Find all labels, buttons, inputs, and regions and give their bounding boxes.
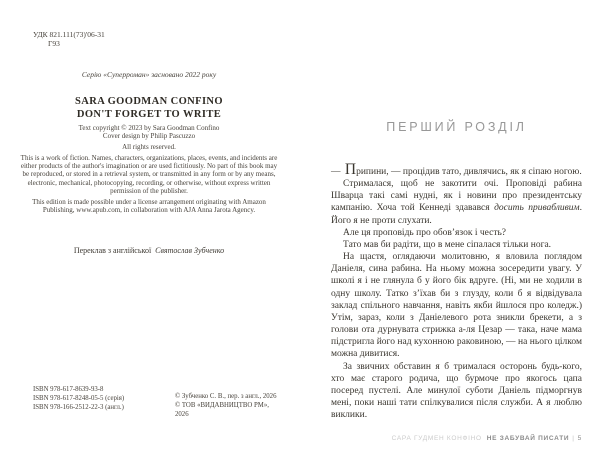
udc-index: Г93 [48,39,60,48]
udc-block [33,30,105,48]
paragraph: За звичних обставин я б трималася осторонь будь-кого, хто має старого родича, що бурмоче про якогось цапа посеред пустелі. Але минулої суботи Даніель підморгнув мені, поки наші тати спілкувалися після служби. А я люблю виклики. [331,361,582,421]
series-note: Серію «Суперроман» засновано 2022 року [81,70,217,79]
license-notice: This edition is made possible under a license arrangement originating with Amazon Publishing, www.apub.com, in collaboration with AJA Anna Jarota Agency. [32,197,266,215]
translator-prefix: Переклав з англійської [73,246,152,255]
legal-notice [18,154,280,195]
book-title-original: DON'T FORGET TO WRITE [76,108,222,120]
paragraph-opening [331,161,582,178]
footer-divider: | [572,435,575,442]
title-block [18,96,280,121]
chapter-heading: ПЕРШИЙ РОЗДІЛ [386,120,527,134]
paragraph: На щастя, оглядаючи молитовню, я вловила поглядом Даніеля, сина рабина. На ньому можна зосередити увагу. У школі я і не глянула б у його бік вдруге. (Ні, ми не ходили в одну школу. Татко з’їхав би з глузду, коли б я відвідувала заклад спільного навчання, навіть якби йшлося про коледж.) Утім, зараз, коли з Даніелевого рота зникли брекети, а з голови ота дурнувата стрижка а-ля Цезар — така, наче мама підстригла його над кухонною раковиною, — на нього цілком можна дивитися. [331,252,582,360]
paragraph: Тато мав би радіти, що в мене сіпалася тільки нога. [343,239,552,250]
udc-code: УДК 821.111(73)'06-31 [33,30,105,39]
chapter-body [331,161,582,421]
paragraph: Але ця проповідь про обов’язок і честь? [343,227,507,238]
isbn-list [33,386,124,412]
copyright-holder: © ТОВ «ВИДАВНИЦТВО РМ», 2026 [175,401,269,418]
text-copyright-line: Text copyright © 2023 by Sara Goodman Confino [78,124,220,132]
fiction-notice: This is a work of fiction. Names, characters, organizations, places, events, and incidents are either products of the author's imagination or are used fictitiously. [20,153,278,171]
footer-book-title: НЕ ЗАБУВАЙ ПИСАТИ [486,435,570,442]
isbn-item: ISBN 978-617-8639-93-8 [33,386,104,393]
running-footer [392,435,582,442]
paragraph-text: Стрималася, щоб не закотити очі. Проповіді рабина Шварца такі самі нудні, як і новини про президентську кампанію. Хоча той Кеннеді здавався [331,179,582,214]
copyright-holder: © Зубченко С. В., пер. з англ., 2026 [175,393,277,400]
paragraph [331,178,582,227]
paragraph-text: . Його я не проти слухати. [331,203,582,226]
page-number: 5 [577,435,582,442]
copyright-lines [18,124,280,141]
reproduction-notice: No part of this book may be reproduced, or stored in a retrieval system, or transmitted in any form or by any means, electronic, mechanical, photocopying, recording, or otherwise, without express written permission of the publisher. [22,162,278,196]
rights-reserved-line: All rights reserved. [122,143,176,152]
dialogue-dash: — [331,167,345,177]
opening-text: рипини, — процідив тато, дивлячись, як я сіпаю ногою. [356,167,582,177]
italic-phrase: досить привабливим [494,203,580,214]
author-name: SARA GOODMAN CONFINO [74,96,223,107]
chapter-page [331,0,582,453]
cover-design-line: Cover design by Philip Pascuzzo [102,132,196,141]
isbn-item: ISBN 978-166-2512-22-3 (англ.) [33,403,124,411]
copyright-holders [175,393,280,419]
translator-name: Святослав Зубченко [155,246,225,255]
imprint-page [18,0,280,453]
footer-author: САРА ГУДМЕН КОНФІНО [391,435,482,442]
translator-line [18,246,280,255]
drop-cap: П [344,161,357,178]
copyright-block [18,124,280,224]
isbn-item: ISBN 978-617-8248-05-5 (серія) [33,394,125,402]
